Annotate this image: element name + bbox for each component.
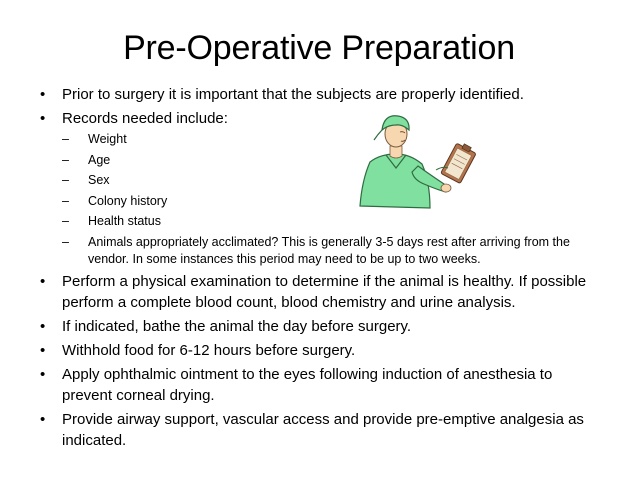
- sub-item-text: Health status: [88, 214, 161, 228]
- bullet-text: Prior to surgery it is important that the subjects are properly identified.: [62, 86, 524, 103]
- bullet-item: [40, 316, 600, 337]
- bullet-text: Apply ophthalmic ointment to the eyes following induction of anesthesia to prevent corneal drying.: [62, 366, 553, 404]
- bullet-icon: •: [40, 318, 46, 335]
- sub-item-text: Age: [88, 152, 111, 167]
- bullet-icon: •: [40, 342, 46, 359]
- sub-item: [62, 234, 600, 268]
- records-sublist: [62, 131, 600, 268]
- sub-item: [62, 172, 600, 189]
- bullet-text: If indicated, bathe the animal the day before surgery.: [62, 318, 412, 335]
- bullet-item: [40, 84, 600, 105]
- dash-icon: –: [62, 193, 69, 208]
- bullet-item: [40, 271, 600, 313]
- sub-item: [62, 193, 600, 210]
- sub-item: [62, 131, 600, 148]
- dash-icon: –: [62, 152, 69, 167]
- bullet-text: Records needed include:: [62, 110, 228, 127]
- bullet-text: Provide airway support, vascular access and provide pre-emptive analgesia as indicated.: [62, 411, 584, 449]
- sub-item: [62, 213, 600, 230]
- bullet-item: [40, 108, 600, 268]
- bullet-list: [40, 84, 600, 454]
- bullet-icon: •: [40, 86, 46, 103]
- bullet-icon: •: [40, 411, 46, 428]
- bullet-icon: •: [40, 273, 46, 290]
- bullet-item: [40, 340, 600, 361]
- bullet-text: Perform a physical examination to determine if the animal is healthy. If possible perform a complete blood count, blood chemistry and urine analysis.: [62, 273, 587, 311]
- sub-item-text: Colony history: [88, 193, 168, 208]
- sub-item-text: Weight: [88, 132, 127, 146]
- sub-item: [62, 152, 600, 169]
- bullet-item: [40, 409, 600, 451]
- bullet-text: Withhold food for 6-12 hours before surgery.: [62, 342, 356, 359]
- slide-title: Pre-Operative Preparation: [123, 29, 515, 67]
- bullet-icon: •: [40, 110, 46, 127]
- bullet-item: [40, 364, 600, 406]
- bullet-icon: •: [40, 366, 46, 383]
- sub-item-text: Sex: [88, 173, 110, 187]
- dash-icon: –: [62, 173, 69, 187]
- sub-item-text: Animals appropriately acclimated? This is generally 3-5 days rest after arriving from the vendor. In some instances this period may need to be up to two weeks.: [88, 234, 570, 266]
- dash-icon: –: [62, 132, 69, 146]
- dash-icon: –: [62, 234, 69, 249]
- dash-icon: –: [62, 214, 69, 228]
